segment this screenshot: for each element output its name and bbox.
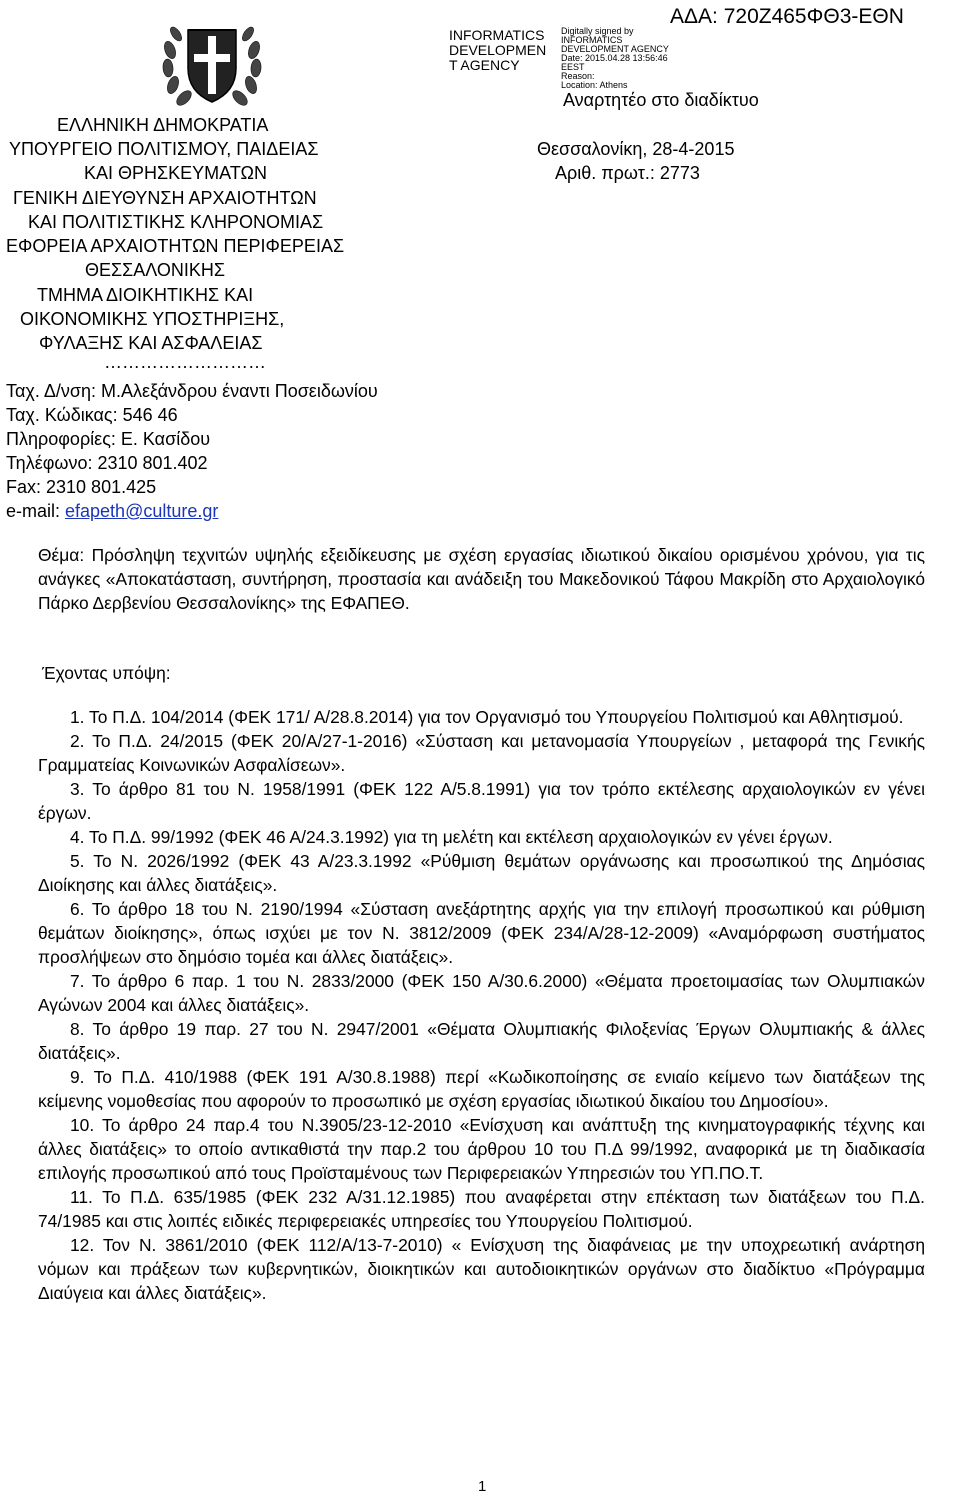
sender-line-1: ΕΛΛΗΝΙΚΗ ΔΗΜΟΚΡΑΤΙΑ	[57, 115, 269, 135]
list-item: 8. Το άρθρο 19 παρ. 27 του Ν. 2947/2001 «Θέματα Ολυμπιακής Φιλοξενίας Έργων Ολυμπιακής & άλλες διατάξεις».	[38, 1019, 925, 1063]
sender-line-6: ΕΦΟΡΕΙΑ ΑΡΧΑΙΟΤΗΤΩΝ ΠΕΡΙΦΕΡΕΙΑΣ	[6, 236, 345, 256]
greek-coat-of-arms-emblem	[158, 10, 266, 110]
signature-detail-7: Location: Athens	[561, 80, 628, 90]
place-date: Θεσσαλονίκη, 28-4-2015	[537, 139, 735, 159]
signature-agency-line-3: T AGENCY	[449, 57, 520, 73]
list-item: 6. Το άρθρο 18 του Ν. 2190/1994 «Σύσταση ανεξάρτητης αρχής για την επιλογή προσωπικού και ρύθμιση θεμάτων διοίκησης», όπως ισχύει με τον Ν. 3812/2009 (ΦΕΚ 234/Α/28-12-2009) «Αναμόρφωση συστήματος προσλήψεων στο δημόσιο τομέα και άλλες διατάξεις».	[38, 899, 925, 967]
sender-line-4: ΓΕΝΙΚΗ ΔΙΕΥΘΥΝΣΗ ΑΡΧΑΙΟΤΗΤΩΝ	[13, 188, 317, 208]
list-item: 11. Το Π.Δ. 635/1985 (ΦΕΚ 232 Α/31.12.1985) που αναφέρεται στην επέκταση των διατάξεων του Π.Δ. 74/1985 και στις λοιπές ειδικές περιφερειακές υπηρεσίες του Υπουργείου Πολιτισμού.	[38, 1187, 925, 1231]
posted-online-note: Αναρτητέο στο διαδίκτυο	[563, 90, 759, 110]
legal-basis-list	[38, 705, 925, 1305]
list-item: 5. Το Ν. 2026/1992 (ΦΕΚ 43 Α/23.3.1992 «Ρύθμιση θεμάτων οργάνωσης και προσωπικού της Δημόσιας Διοίκησης και άλλες διατάξεις».	[38, 851, 925, 895]
signature-detail-5: EEST	[561, 62, 585, 72]
sender-line-2: ΥΠΟΥΡΓΕΙΟ ΠΟΛΙΤΙΣΜΟΥ, ΠΑΙΔΕΙΑΣ	[9, 139, 319, 159]
subject-paragraph: Θέμα: Πρόσληψη τεχνιτών υψηλής εξειδίκευσης με σχέση εργασίας ιδιωτικού δικαίου ορισμένου χρόνου, για τις ανάγκες «Αποκατάσταση, συντήρηση, προστασία και ανάδειξη του Μακεδονικού Τάφου Μακρίδη στο Αρχαιολογικό Πάρκο Δερβενίου Θεσσαλονίκης» της ΕΦΑΠΕΘ.	[38, 545, 925, 613]
sender-line-5: ΚΑΙ ΠΟΛΙΤΙΣΤΙΚΗΣ ΚΛΗΡΟΝΟΜΙΑΣ	[28, 212, 324, 232]
ada-code: ΑΔΑ: 720Ζ465ΦΘ3-ΕΘΝ	[670, 5, 904, 28]
contact-phone: Τηλέφωνο: 2310 801.402	[6, 453, 208, 473]
sender-line-9: ΟΙΚΟΝΟΜΙΚΗΣ ΥΠΟΣΤΗΡΙΞΗΣ,	[20, 309, 285, 329]
signature-agency-line-2: DEVELOPMEN	[449, 42, 547, 58]
signature-detail-3: DEVELOPMENT AGENCY	[561, 44, 669, 54]
contact-information: Πληροφορίες: Ε. Κασίδου	[6, 429, 211, 449]
page-number: 1	[478, 1478, 487, 1495]
email-label: e-mail:	[6, 501, 66, 521]
sender-line-7: ΘΕΣΣΑΛΟΝΙΚΗΣ	[85, 260, 226, 280]
signature-detail-6: Reason:	[561, 71, 595, 81]
sender-line-10: ΦΥΛΑΞΗΣ ΚΑΙ ΑΣΦΑΛΕΙΑΣ	[39, 333, 263, 353]
list-item: 12. Τον Ν. 3861/2010 (ΦΕΚ 112/Α/13-7-2010) « Ενίσχυση της διαφάνειας με την υποχρεωτική ανάρτηση νόμων και πράξεων των κυβερνητικών, διοικητικών και αυτοδιοικητικών οργάνων στο διαδίκτυο «Πρόγραμμα Διαύγεια και άλλες διατάξεις».	[38, 1235, 925, 1303]
sender-line-3: ΚΑΙ ΘΡΗΣΚΕΥΜΑΤΩΝ	[84, 163, 267, 183]
list-item: 4. Το Π.Δ. 99/1992 (ΦΕΚ 46 Α/24.3.1992) για τη μελέτη και εκτέλεση αρχαιολογικών εν γένει έργων.	[70, 827, 833, 847]
signature-agency-line-1: INFORMATICS	[449, 27, 545, 43]
list-item: 2. Το Π.Δ. 24/2015 (ΦΕΚ 20/Α/27-1-2016) «Σύσταση και μετανομασία Υπουργείων , μεταφορά της Γενικής Γραμματείας Κοινωνικών Ασφαλίσεων».	[38, 731, 925, 775]
email-link[interactable]: efapeth@culture.gr	[65, 501, 219, 521]
contact-address: Ταχ. Δ/νση: Μ.Αλεξάνδρου έναντι Ποσειδωνίου	[6, 381, 378, 401]
contact-fax: Fax: 2310 801.425	[6, 477, 157, 497]
contact-email-line	[6, 499, 218, 524]
sender-separator-dots: ………………………	[104, 352, 266, 372]
sender-line-8: ΤΜΗΜΑ ΔΙΟΙΚΗΤΙΚΗΣ ΚΑΙ	[37, 285, 254, 305]
considering-heading: Έχοντας υπόψη:	[42, 663, 171, 683]
list-item: 10. Το άρθρο 24 παρ.4 του Ν.3905/23-12-2010 «Ενίσχυση και ανάπτυξη της κινηματογραφικής τέχνης και άλλες διατάξεις» το οποίο αντικαθιστά την παρ.2 του άρθρου 10 του Π.Δ 99/1992, αναφορικά με τη διαδικασία επιλογής προσωπικού από τους Προϊσταμένους των Περιφερειακών Υπηρεσιών του ΥΠ.ΠΟ.Τ.	[38, 1115, 925, 1183]
protocol-number: Αριθ. πρωτ.: 2773	[555, 163, 700, 183]
signature-detail-2: INFORMATICS	[561, 35, 623, 45]
list-item: 1. Το Π.Δ. 104/2014 (ΦΕΚ 171/ Α/28.8.2014) για τον Οργανισμό του Υπουργείου Πολιτισμού και Αθλητισμού.	[70, 707, 904, 727]
list-item: 9. Το Π.Δ. 410/1988 (ΦΕΚ 191 Α/30.8.1988) περί «Κωδικοποίησης σε ενιαίο κείμενο των διατάξεων της κείμενης νομοθεσίας που αφορούν το προσωπικό με σχέση εργασίας ιδιωτικού δικαίου του Δημοσίου».	[38, 1067, 925, 1111]
signature-detail-4: Date: 2015.04.28 13:56:46	[561, 53, 668, 63]
signature-detail-1: Digitally signed by	[561, 26, 634, 36]
list-item: 3. Το άρθρο 81 του Ν. 1958/1991 (ΦΕΚ 122 Α/5.8.1991) για τον τρόπο εκτέλεσης αρχαιολογικών εν γένει έργων.	[38, 779, 925, 823]
list-item: 7. Το άρθρο 6 παρ. 1 του Ν. 2833/2000 (ΦΕΚ 150 Α/30.6.2000) «Θέματα προετοιμασίας των Ολυμπιακών Αγώνων 2004 και άλλες διατάξεις».	[38, 971, 925, 1015]
contact-postal-code: Ταχ. Κώδικας: 546 46	[6, 405, 178, 425]
document-body	[38, 543, 925, 1305]
